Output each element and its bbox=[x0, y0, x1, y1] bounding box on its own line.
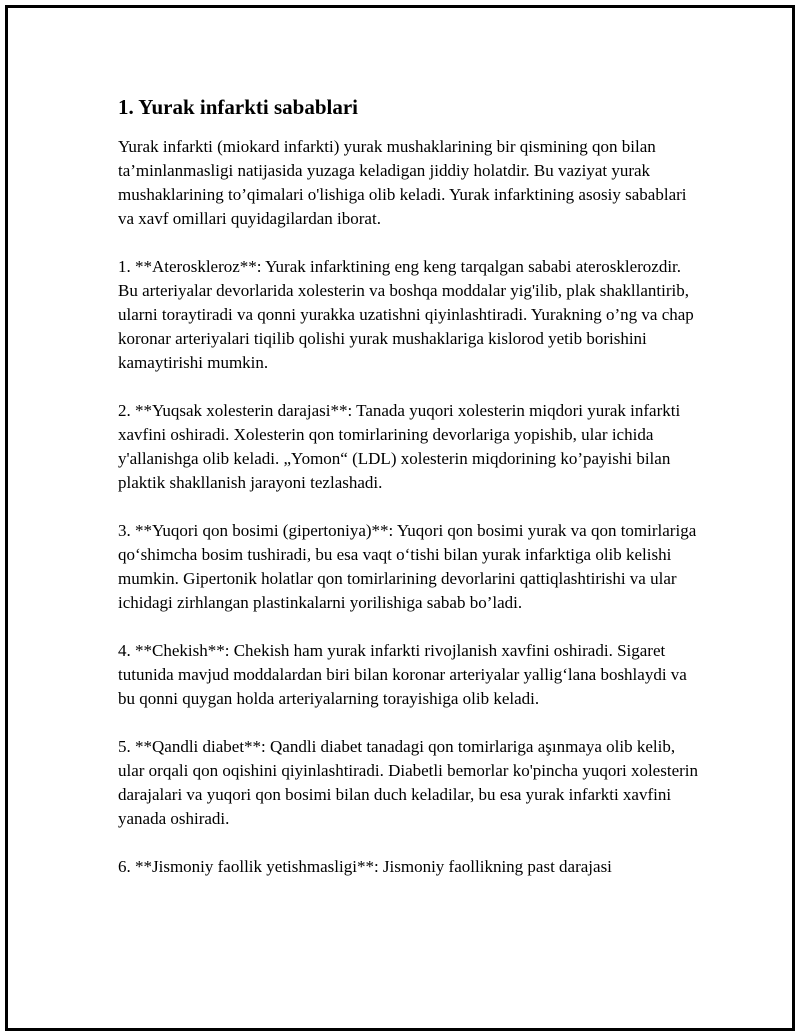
cause-hypertension-paragraph: 3. **Yuqori qon bosimi (gipertoniya)**: Yuqori qon bosimi yurak va qon tomirlariga qo‘shimcha bosim tushiradi, bu esa vaqt o‘tishi bilan yurak infarktiga olib kelishi mumkin. Gipertonik holatlar qon tomirlarining devorlarini qattiqlashtirishi va ular ichidagi zirhlangan plastinkalarni yorilishiga sabab bo’ladi. bbox=[118, 521, 697, 612]
section-heading: 1. Yurak infarkti sabablari bbox=[118, 95, 358, 119]
cause-atherosclerosis-paragraph: 1. **Ateroskleroz**: Yurak infarktining eng keng tarqalgan sababi aterosklerozdir. Bu arteriyalar devorlarida xolesterin va boshqa moddalar yig'ilib, plak shakllantirib, ularni toraytiradi va qonni yurakka uzatishni qiyinlashtiradi. Yurakning o’ng va chap koronar arteriyalari tiqilib qolishi yurak mushaklariga kislorod yetib borishini kamaytirishi mumkin. bbox=[118, 257, 694, 372]
cause-diabetes-paragraph: 5. **Qandli diabet**: Qandli diabet tanadagi qon tomirlariga aşınmaya olib kelib, ular orqali qon oqishini qiyinlashtiradi. Diabetli bemorlar ko'pincha yuqori xolesterin darajalari va yuqori qon bosimi bilan duch keladilar, bu esa yurak infarkti xavfini yanada oshiradi. bbox=[118, 737, 698, 828]
cause-inactivity-paragraph: 6. **Jismoniy faollik yetishmasligi**: Jismoniy faollikning past darajasi bbox=[118, 857, 612, 876]
intro-paragraph: Yurak infarkti (miokard infarkti) yurak mushaklarining bir qismining qon bilan ta’minlanmasligi natijasida yuzaga keladigan jiddiy holatdir. Bu vaziyat yurak mushaklarining to’qimalari o'lishiga olib keladi. Yurak infarktining asosiy sabablari va xavf omillari quyidagilardan iborat. bbox=[118, 137, 687, 228]
document-body bbox=[118, 93, 698, 903]
cause-cholesterol-paragraph: 2. **Yuqsak xolesterin darajasi**: Tanada yuqori xolesterin miqdori yurak infarkti xavfini oshiradi. Xolesterin qon tomirlarining devorlariga yopishib, ular ichida y'allanishga olib keladi. „Yomon“ (LDL) xolesterin miqdorining ko’payishi bilan plaktik shakllanish jarayoni tezlashadi. bbox=[118, 401, 681, 492]
cause-smoking-paragraph: 4. **Chekish**: Chekish ham yurak infarkti rivojlanish xavfini oshiradi. Sigaret tutunida mavjud moddalardan biri bilan koronar arteriyalar yallig‘lana boshlaydi va bu qonni quygan holda arteriyalarning torayishiga olib keladi. bbox=[118, 641, 687, 708]
